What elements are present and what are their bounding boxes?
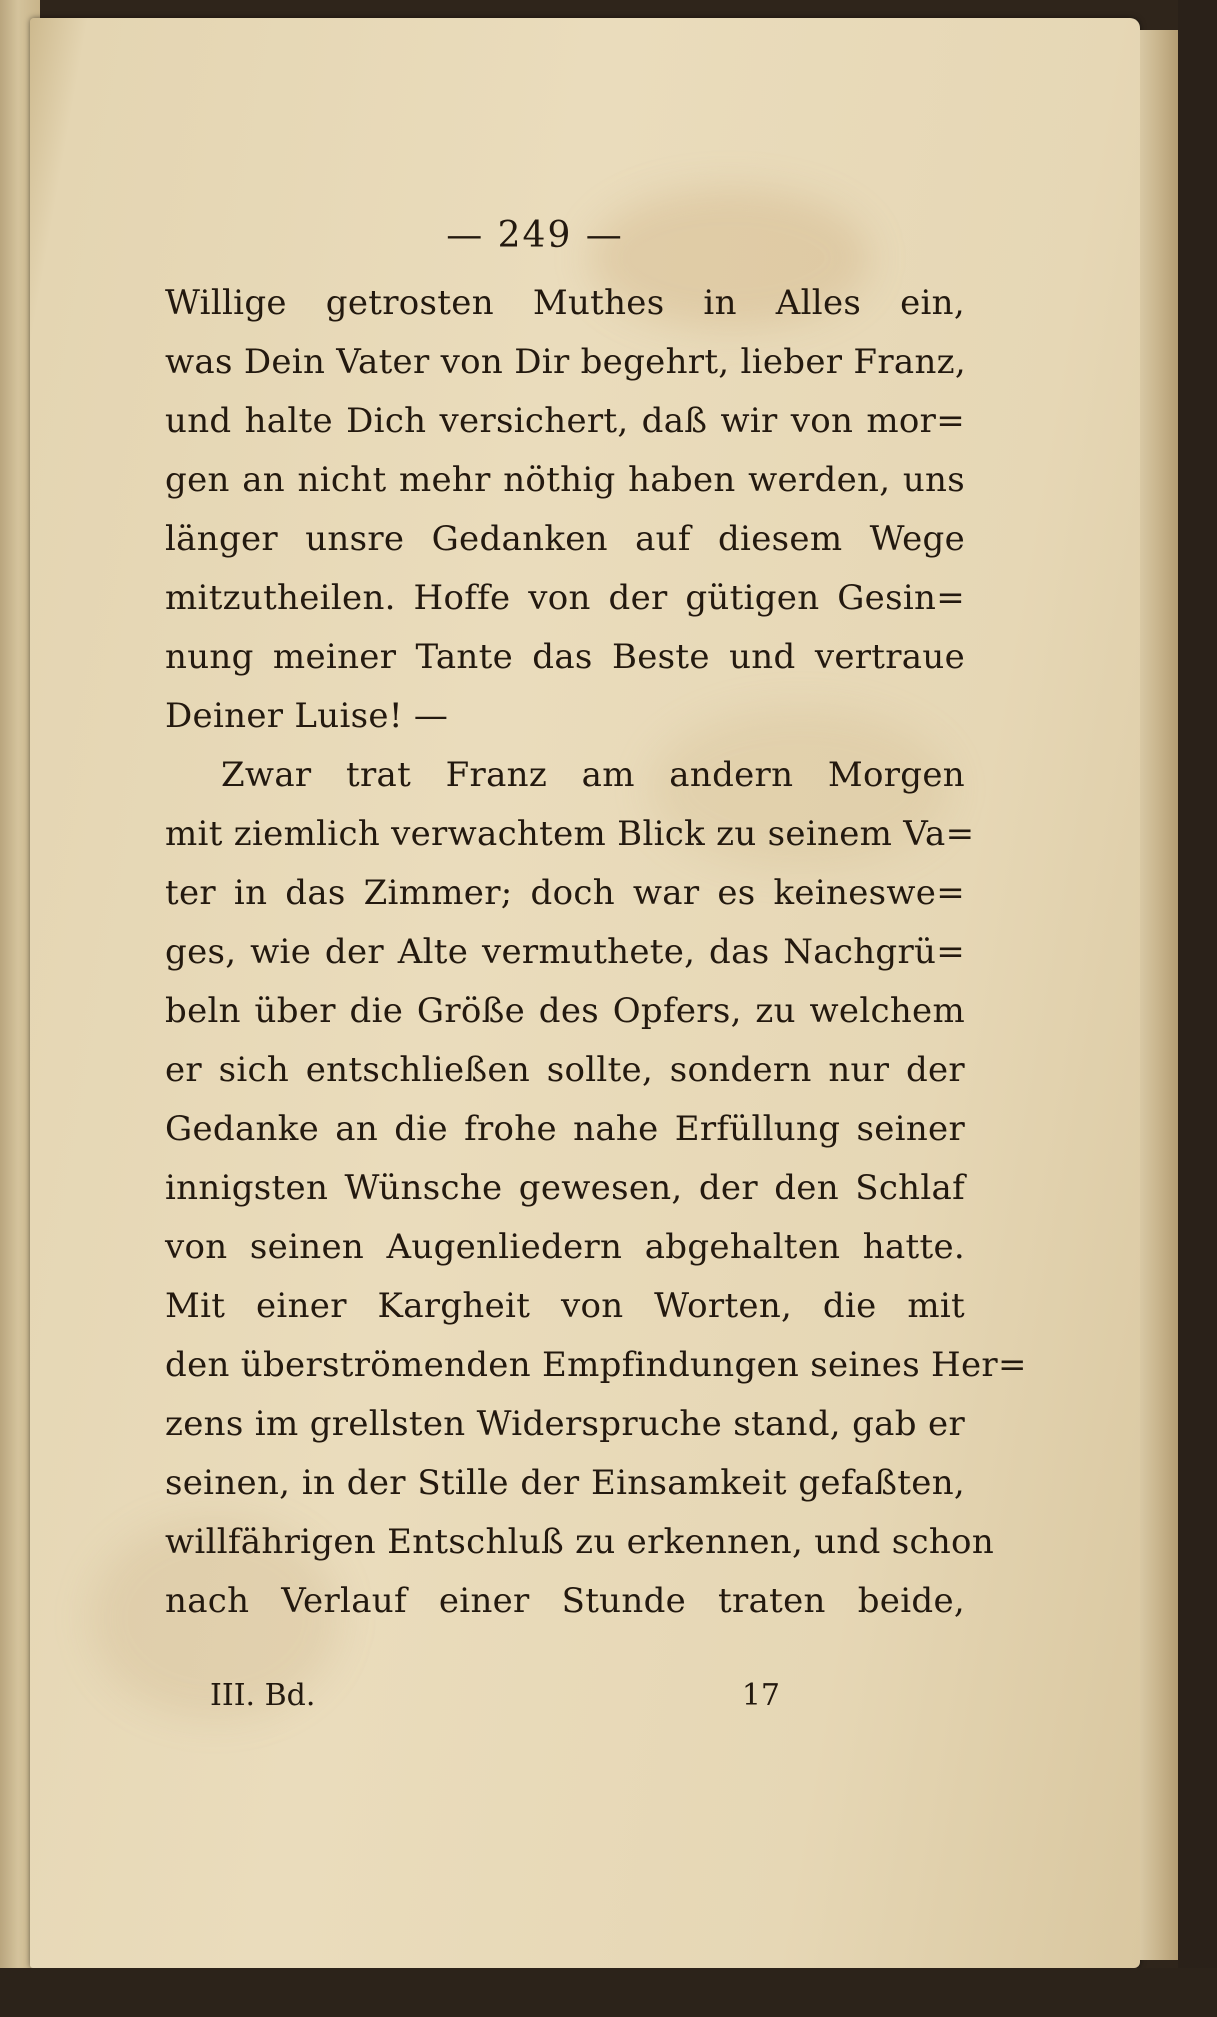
- text-line: er sich entschließen sollte, sondern nur der: [165, 1050, 965, 1090]
- text-line: nung meiner Tante das Beste und vertraue: [165, 637, 965, 677]
- text-line: nach Verlauf einer Stunde traten beide,: [165, 1581, 965, 1621]
- text-line: Gedanke an die frohe nahe Erfüllung seiner: [165, 1109, 965, 1149]
- text-line: länger unsre Gedanken auf diesem Wege: [165, 519, 965, 559]
- text-line: seinen, in der Stille der Einsamkeit gefaßten,: [165, 1463, 965, 1503]
- text-line: beln über die Größe des Opfers, zu welchem: [165, 991, 965, 1031]
- text-line: ges, wie der Alte vermuthete, das Nachgrü=: [165, 932, 965, 972]
- text-line: ter in das Zimmer; doch war es keineswe=: [165, 873, 965, 913]
- text-line: gen an nicht mehr nöthig haben werden, uns: [165, 460, 965, 500]
- text-line: zens im grellsten Widerspruche stand, gab er: [165, 1404, 965, 1444]
- text-line: Mit einer Kargheit von Worten, die mit: [165, 1286, 965, 1326]
- text-line: Zwar trat Franz am andern Morgen: [221, 755, 965, 795]
- text-line: und halte Dich versichert, daß wir von mor=: [165, 401, 965, 441]
- text-line: Deiner Luise! —: [165, 696, 449, 736]
- text-line: willfährigen Entschluß zu erkennen, und schon: [165, 1522, 995, 1562]
- page-number-header: — 249 —: [446, 215, 624, 256]
- text-line: innigsten Wünsche gewesen, der den Schlaf: [165, 1168, 965, 1208]
- text-line: mit ziemlich verwachtem Blick zu seinem Va=: [165, 814, 975, 854]
- text-line: den überströmenden Empfindungen seines Her=: [165, 1345, 1027, 1385]
- book-cover-edge: [1178, 0, 1217, 2017]
- page-text-block: [165, 215, 1027, 1631]
- book-cover-bottom: [0, 1968, 1217, 2017]
- text-line: was Dein Vater von Dir begehrt, lieber Franz,: [165, 342, 966, 382]
- page-stack-edge: [1140, 30, 1178, 1960]
- signature-mark: 17: [741, 1678, 780, 1713]
- volume-marker: III. Bd.: [210, 1678, 316, 1713]
- text-line: Willige getrosten Muthes in Alles ein,: [165, 283, 965, 323]
- page-footer: [210, 1678, 780, 1713]
- text-line: von seinen Augenliedern abgehalten hatte.: [165, 1227, 965, 1267]
- text-line: mitzutheilen. Hoffe von der gütigen Gesin=: [165, 578, 965, 618]
